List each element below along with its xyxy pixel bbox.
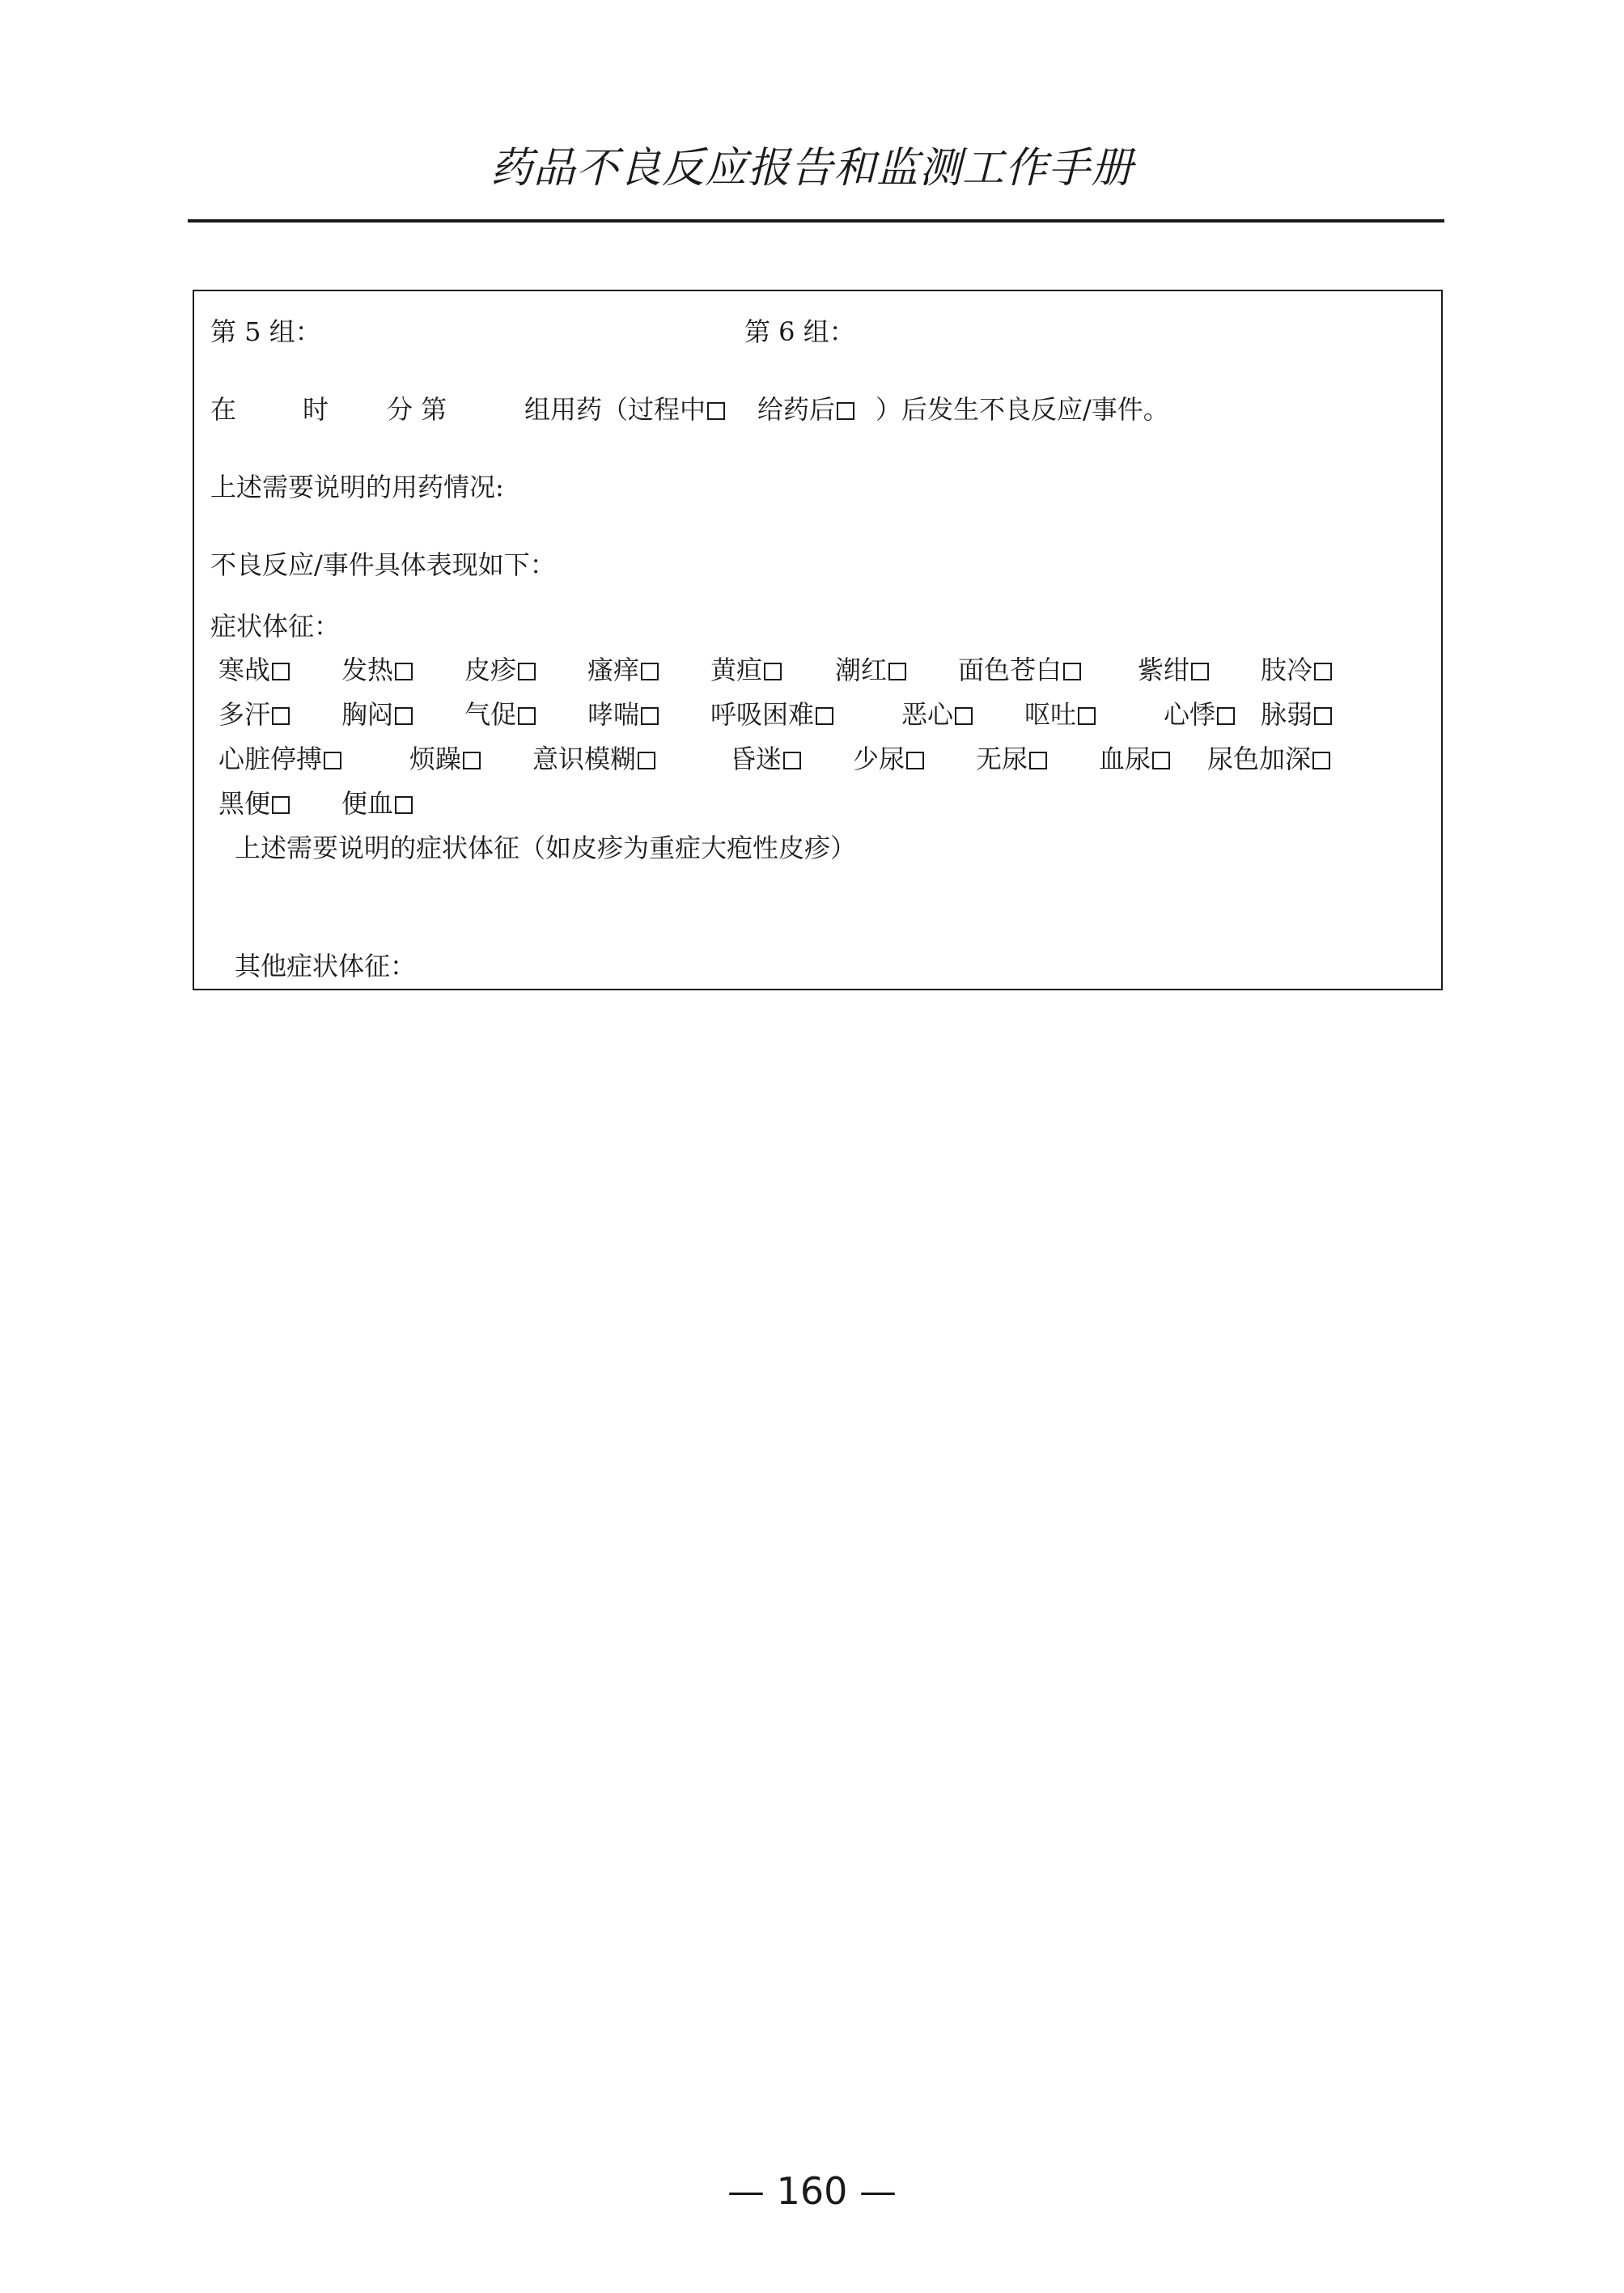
symptom-row-3 bbox=[218, 743, 1432, 775]
after-med-checkbox[interactable] bbox=[837, 402, 854, 420]
symptom-checkbox[interactable] bbox=[272, 707, 290, 725]
symptom-label: 呕吐 bbox=[1024, 699, 1077, 730]
symptom-item[interactable] bbox=[218, 654, 290, 686]
symptom-label: 哮喘 bbox=[587, 699, 640, 730]
symptom-item[interactable] bbox=[710, 654, 782, 686]
symptom-checkbox[interactable] bbox=[395, 796, 413, 814]
symptom-label: 心悸 bbox=[1164, 699, 1216, 730]
symptom-checkbox[interactable] bbox=[783, 752, 801, 769]
symptom-label: 便血 bbox=[341, 788, 394, 819]
page-number: — 160 — bbox=[727, 2169, 897, 2213]
symptom-item[interactable] bbox=[1261, 654, 1332, 686]
page-header-title: 药品不良反应报告和监测工作手册 bbox=[490, 144, 1134, 193]
symptom-checkbox[interactable] bbox=[1078, 707, 1096, 725]
symptom-item[interactable] bbox=[1024, 698, 1096, 731]
symptom-item[interactable] bbox=[587, 654, 659, 686]
symptom-checkbox[interactable] bbox=[272, 796, 290, 814]
symptom-item[interactable] bbox=[835, 654, 906, 686]
timing-hour: 时 bbox=[303, 394, 329, 425]
adverse-reaction-form bbox=[193, 290, 1443, 990]
symptom-item[interactable] bbox=[730, 743, 801, 775]
timing-line bbox=[210, 393, 1424, 426]
during-med-checkbox[interactable] bbox=[707, 402, 725, 420]
symptom-checkbox[interactable] bbox=[518, 663, 536, 680]
manifestation-label: 不良反应/事件具体表现如下： bbox=[210, 549, 556, 580]
symptom-item[interactable] bbox=[409, 743, 481, 775]
symptom-label: 意识模糊 bbox=[532, 744, 637, 774]
symptom-item[interactable] bbox=[532, 743, 655, 775]
timing-after-med bbox=[757, 393, 854, 426]
symptom-checkbox[interactable] bbox=[272, 663, 290, 680]
symptom-checkbox[interactable] bbox=[641, 707, 659, 725]
symptom-label: 烦躁 bbox=[409, 744, 462, 774]
symptom-item[interactable] bbox=[218, 787, 290, 820]
symptom-label: 少尿 bbox=[853, 744, 905, 774]
symptom-item[interactable] bbox=[341, 654, 413, 686]
symptom-label: 黑便 bbox=[218, 788, 271, 819]
symptom-checkbox[interactable] bbox=[638, 752, 655, 769]
symptom-item[interactable] bbox=[341, 787, 413, 820]
symptom-checkbox[interactable] bbox=[1029, 752, 1047, 769]
header-divider bbox=[188, 219, 1444, 223]
symptom-item[interactable] bbox=[1099, 743, 1170, 775]
symptom-checkbox[interactable] bbox=[1063, 663, 1081, 680]
symptom-item[interactable] bbox=[1207, 743, 1330, 775]
symptom-label: 昏迷 bbox=[730, 744, 782, 774]
timing-during-text: 组用药（过程中 bbox=[524, 394, 706, 425]
symptom-item[interactable] bbox=[218, 743, 341, 775]
symptom-item[interactable] bbox=[587, 698, 659, 731]
symptom-item[interactable] bbox=[218, 698, 290, 731]
symptom-row-1 bbox=[218, 654, 1432, 686]
symptom-checkbox[interactable] bbox=[764, 663, 782, 680]
symptom-label: 潮红 bbox=[835, 655, 888, 685]
symptom-item[interactable] bbox=[464, 654, 536, 686]
symptom-checkbox[interactable] bbox=[1191, 663, 1209, 680]
other-signs-label: 其他症状体征： bbox=[235, 951, 417, 981]
timing-after-text: 给药后 bbox=[757, 394, 836, 425]
symptom-label: 恶心 bbox=[901, 699, 954, 730]
symptom-item[interactable] bbox=[1138, 654, 1209, 686]
symptom-checkbox[interactable] bbox=[1152, 752, 1170, 769]
symptom-checkbox[interactable] bbox=[816, 707, 833, 725]
timing-minute: 分 第 bbox=[387, 394, 447, 425]
symptom-item[interactable] bbox=[853, 743, 924, 775]
symptom-note-label: 上述需要说明的症状体征（如皮疹为重症大疱性皮疹） bbox=[235, 833, 857, 863]
symptom-checkbox[interactable] bbox=[1312, 752, 1330, 769]
symptom-checkbox[interactable] bbox=[463, 752, 481, 769]
symptom-checkbox[interactable] bbox=[888, 663, 906, 680]
symptom-label: 无尿 bbox=[976, 744, 1028, 774]
symptom-checkbox[interactable] bbox=[395, 663, 413, 680]
symptom-checkbox[interactable] bbox=[1314, 707, 1332, 725]
symptom-label: 气促 bbox=[464, 699, 517, 730]
symptom-label: 尿色加深 bbox=[1207, 744, 1312, 774]
symptom-checkbox[interactable] bbox=[1314, 663, 1332, 680]
symptom-checkbox[interactable] bbox=[1217, 707, 1235, 725]
symptom-row-4 bbox=[218, 787, 1432, 820]
symptom-item[interactable] bbox=[1164, 698, 1235, 731]
symptom-item[interactable] bbox=[1261, 698, 1332, 731]
symptom-label: 面色苍白 bbox=[958, 655, 1062, 685]
symptom-item[interactable] bbox=[464, 698, 536, 731]
symptom-checkbox[interactable] bbox=[395, 707, 413, 725]
symptom-label: 肢冷 bbox=[1261, 655, 1313, 685]
symptom-checkbox[interactable] bbox=[324, 752, 341, 769]
symptom-item[interactable] bbox=[976, 743, 1047, 775]
timing-at: 在 bbox=[210, 394, 237, 425]
symptom-label: 发热 bbox=[341, 655, 394, 685]
symptom-row-2 bbox=[218, 698, 1432, 731]
timing-group-med bbox=[524, 393, 725, 426]
symptom-item[interactable] bbox=[341, 698, 413, 731]
group-6-label: 第 6 组： bbox=[744, 316, 855, 347]
symptom-checkbox[interactable] bbox=[641, 663, 659, 680]
symptom-label: 心脏停搏 bbox=[218, 744, 323, 774]
symptom-checkbox[interactable] bbox=[518, 707, 536, 725]
symptom-checkbox[interactable] bbox=[906, 752, 924, 769]
symptom-label: 呼吸困难 bbox=[710, 699, 815, 730]
symptom-item[interactable] bbox=[958, 654, 1081, 686]
symptom-item[interactable] bbox=[710, 698, 833, 731]
symptom-label: 血尿 bbox=[1099, 744, 1151, 774]
group-5-label: 第 5 组： bbox=[210, 316, 321, 347]
signs-label: 症状体征： bbox=[210, 611, 341, 642]
symptom-label: 瘙痒 bbox=[587, 655, 640, 685]
symptom-label: 多汗 bbox=[218, 699, 271, 730]
symptom-label: 黄疸 bbox=[710, 655, 763, 685]
symptom-label: 寒战 bbox=[218, 655, 271, 685]
timing-tail: ）后发生不良反应/事件。 bbox=[876, 394, 1169, 425]
symptom-label: 皮疹 bbox=[464, 655, 517, 685]
symptom-label: 脉弱 bbox=[1261, 699, 1313, 730]
symptom-label: 胸闷 bbox=[341, 699, 394, 730]
symptom-checkbox[interactable] bbox=[955, 707, 973, 725]
med-note-label: 上述需要说明的用药情况: bbox=[210, 472, 504, 502]
symptom-label: 紫绀 bbox=[1138, 655, 1190, 685]
symptom-item[interactable] bbox=[901, 698, 973, 731]
